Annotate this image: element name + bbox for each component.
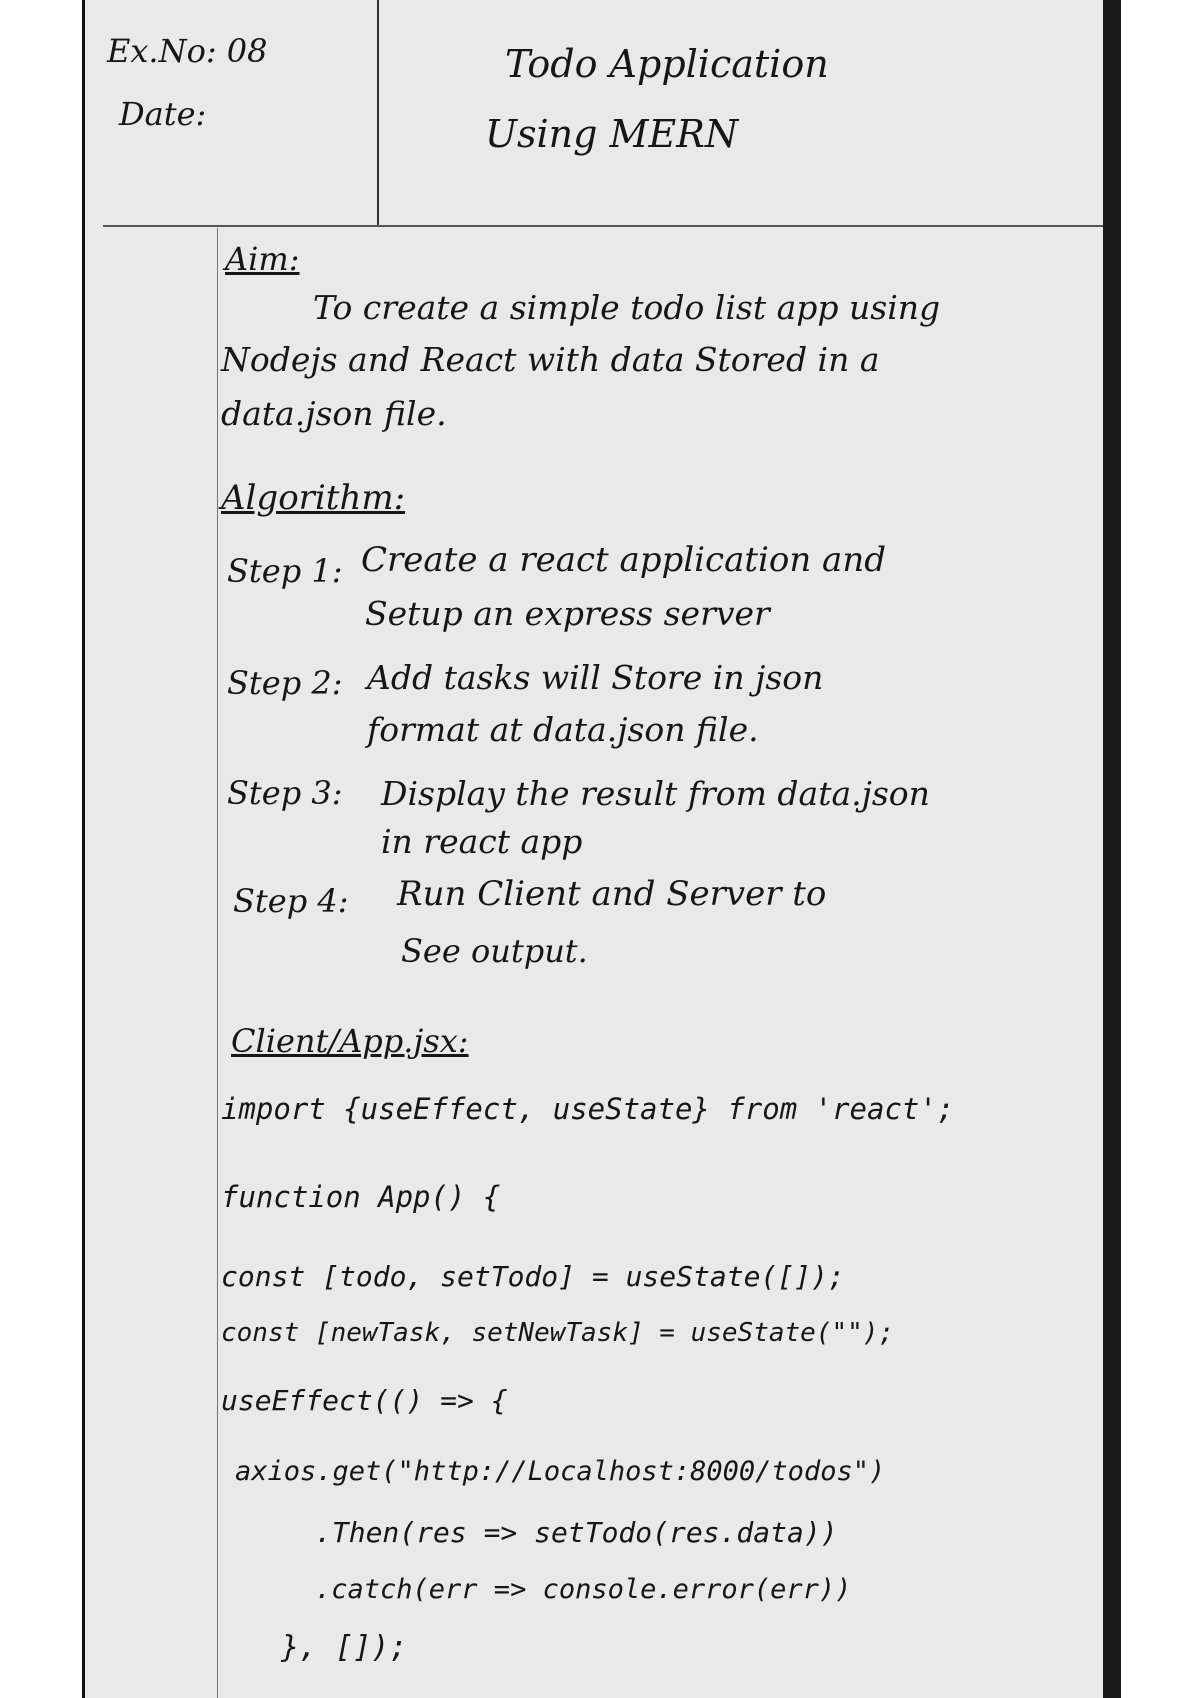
header-bottom-rule [103,225,1103,227]
code-line: .Then(res => setTodo(res.data)) [315,1516,838,1549]
page-title-line1: Todo Application [505,42,829,86]
step-label: Step 3: [227,774,343,812]
code-line: useEffect(() => { [221,1384,508,1417]
code-line: }, []); [281,1630,408,1665]
step-text: Display the result from data.json [381,774,930,813]
ex-no-label: Ex.No: 08 [107,32,268,70]
code-line: axios.get("http://Localhost:8000/todos") [235,1456,886,1487]
step-text: Setup an express server [365,594,770,633]
step-text: See output. [401,932,588,970]
step-text: Run Client and Server to [397,874,827,914]
code-line: const [newTask, setNewTask] = useState(""); [221,1318,895,1348]
page-title-line2: Using MERN [485,112,739,156]
step-label: Step 2: [227,664,343,702]
code-line: .catch(err => console.error(err)) [315,1574,852,1605]
code-line: import {useEffect, useState} from 'react'; [221,1092,955,1126]
page-edge-shadow [1103,0,1121,1698]
header-divider [377,0,379,225]
algorithm-heading: Algorithm: [221,478,406,518]
aim-line: To create a simple todo list app using [313,288,941,327]
step-text: in react app [381,822,583,861]
step-label: Step 4: [233,882,349,920]
code-line: function App() { [221,1180,501,1214]
aim-heading: Aim: [225,240,300,278]
step-label: Step 1: [227,552,343,590]
date-label: Date: [119,95,207,133]
step-text: format at data.json file. [367,710,759,749]
aim-line: data.json file. [221,394,447,433]
margin-line [217,228,218,1698]
step-text: Add tasks will Store in json [367,658,824,697]
notebook-page [82,0,1121,1698]
code-line: const [todo, setTodo] = useState([]); [221,1260,845,1293]
code-heading: Client/App.jsx: [231,1022,469,1060]
step-text: Create a react application and [361,540,886,580]
aim-line: Nodejs and React with data Stored in a [221,340,880,379]
